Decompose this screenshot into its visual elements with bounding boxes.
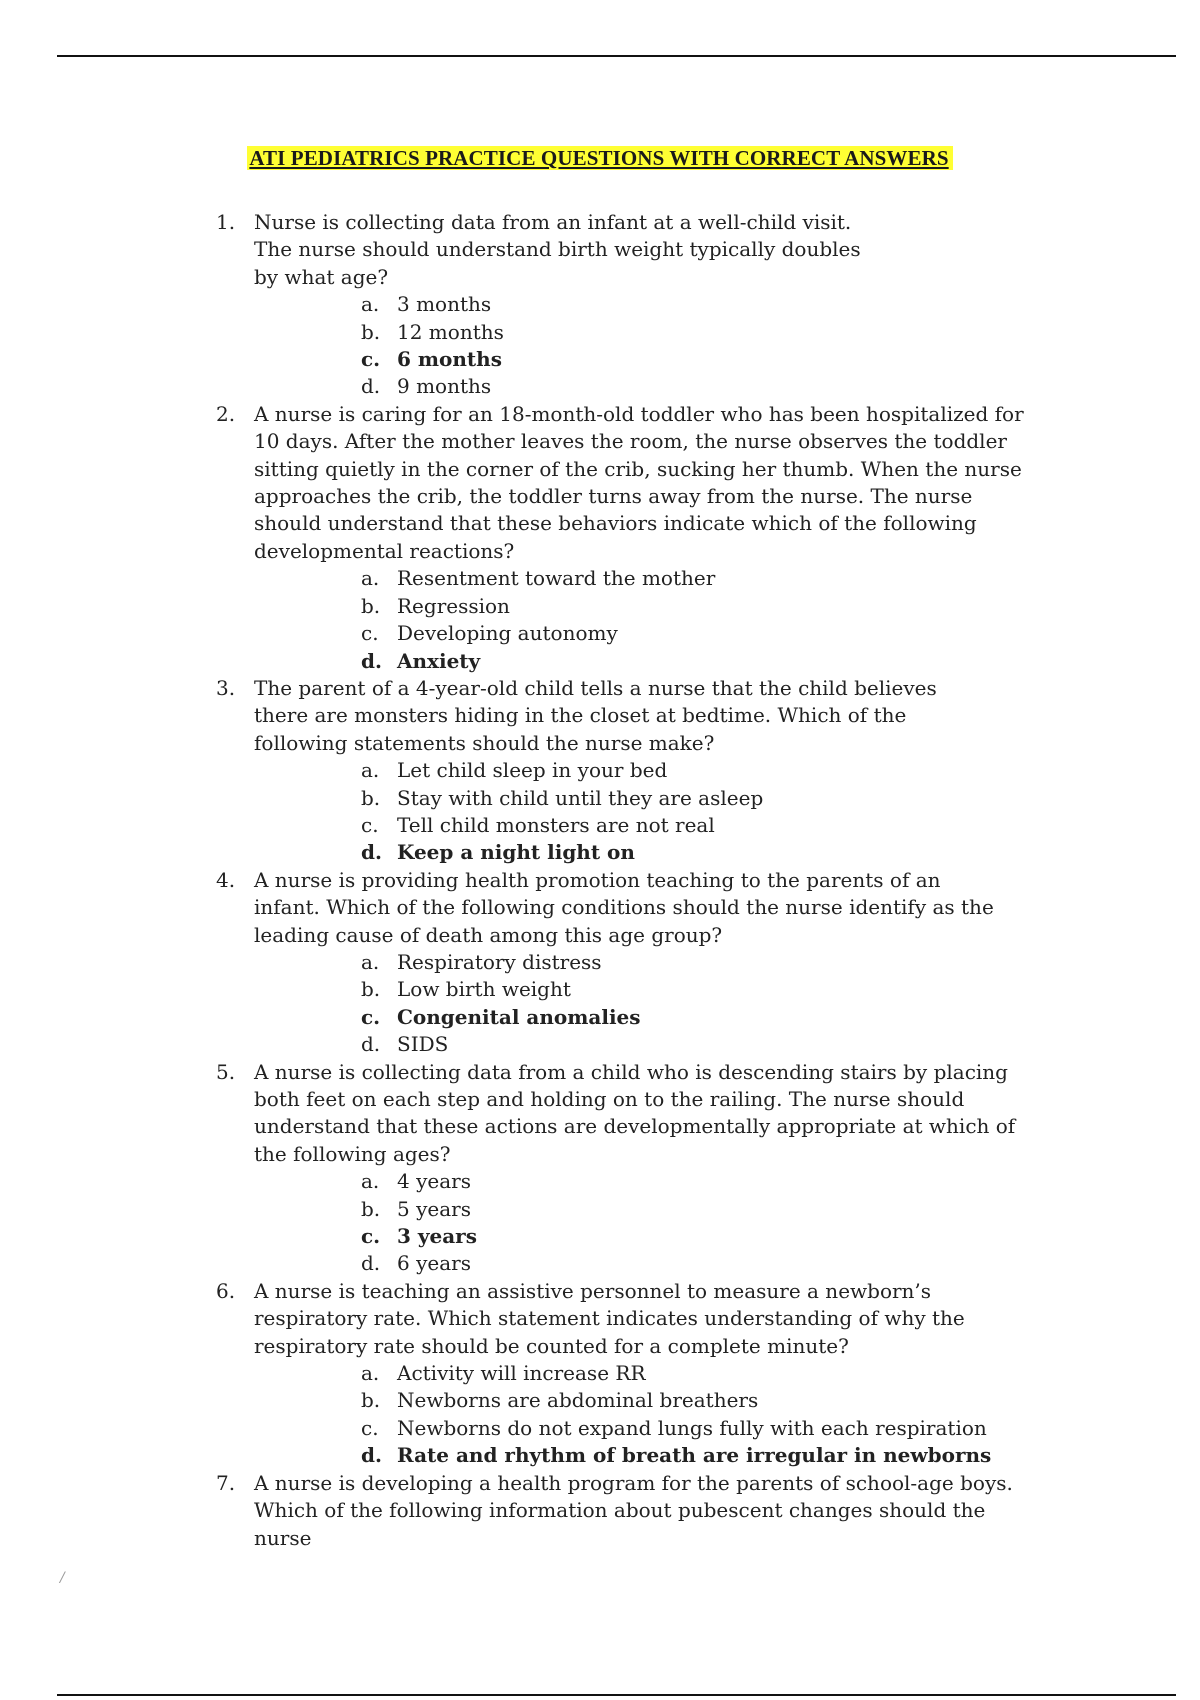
answer-option-d: d. 9 months [361,374,492,399]
question-number: 2. [216,401,236,426]
answer-option-c: c. Developing autonomy [361,621,618,646]
question-text: A nurse is collecting data from a child who is descending stairs by placing both feet on each step and holding on to the railing. The nurse should understand that these actions are developmentally appropriate at which of the following ages? [254,1059,1016,1166]
answer-option-b: b. 12 months [361,319,504,344]
answer-option-c: c. Newborns do not expand lungs fully with each respiration [361,1415,987,1440]
correct-answer-option-d: d. Keep a night light on [361,840,635,865]
answer-option-b: b. Regression [361,593,510,618]
answer-option-a: a. 3 months [361,292,492,317]
question-text: The parent of a 4-year-old child tells a nurse that the child believes there are monsters hiding in the closet at bedtime. Which of the following statements should the nurse make? [254,675,937,755]
question-3 [216,675,1056,867]
question-5 [216,1059,1056,1278]
top-rule [57,55,1176,57]
question-number: 4. [216,867,236,892]
question-text: A nurse is teaching an assistive personnel to measure a newborn’s respiratory rate. Which statement indicates understanding of why the respiratory rate should be counted for a complete minute? [254,1278,965,1358]
answer-option-b: b. 5 years [361,1196,471,1221]
answer-option-a: a. Let child sleep in your bed [361,758,668,783]
question-number: 6. [216,1278,236,1303]
answer-option-a: a. Resentment toward the mother [361,566,716,591]
question-6 [216,1278,1056,1470]
question-number: 7. [216,1470,236,1495]
correct-answer-option-d: d. Rate and rhythm of breath are irregular in newborns [361,1443,992,1468]
question-text: A nurse is providing health promotion teaching to the parents of an infant. Which of the following conditions should the nurse identify as the leading cause of death among this age group? [254,867,994,947]
question-2 [216,401,1056,675]
correct-answer-option-c: c. 3 years [361,1224,477,1249]
answer-option-a: a. Activity will increase RR [361,1361,646,1386]
answer-option-a: a. 4 years [361,1169,471,1194]
page-title [0,146,1200,171]
question-7 [216,1470,1056,1552]
question-number: 3. [216,675,236,700]
answer-option-c: c. Tell child monsters are not real [361,812,715,837]
question-list [216,209,1056,1552]
bottom-rule [57,1694,1176,1696]
answer-option-b: b. Stay with child until they are asleep [361,785,764,810]
answer-option-a: a. Respiratory distress [361,949,602,974]
question-4 [216,867,1056,1059]
question-number: 1. [216,210,236,234]
answer-option-b: b. Newborns are abdominal breathers [361,1388,759,1413]
answer-option-d: d. SIDS [361,1032,449,1057]
question-text: Nurse is collecting data from an infant at a well-child visit. The nurse should understand birth weight typically doubles by what age? [254,210,861,289]
correct-answer-option-d: d. Anxiety [361,648,481,673]
correct-answer-option-c: c. 6 months [361,347,502,372]
question-number: 5. [216,1059,236,1084]
question-text: A nurse is caring for an 18-month-old toddler who has been hospitalized for 10 days. After the mother leaves the room, the nurse observes the toddler sitting quietly in the corner of the crib, sucking her thumb. When the nurse approaches the crib, the toddler turns away from the nurse. The nurse should understand that these behaviors indicate which of the following developmental reactions? [254,401,1024,563]
margin-mark: / [60,1570,65,1586]
answer-option-b: b. Low birth weight [361,977,571,1002]
question-text: A nurse is developing a health program for the parents of school-age boys. Which of the following information about pubescent changes should the nurse [254,1470,1013,1550]
question-1 [216,209,1056,401]
correct-answer-option-c: c. Congenital anomalies [361,1004,641,1029]
answer-option-d: d. 6 years [361,1251,471,1276]
title-highlight: ATI PEDIATRICS PRACTICE QUESTIONS WITH CORRECT ANSWERS [247,146,952,170]
